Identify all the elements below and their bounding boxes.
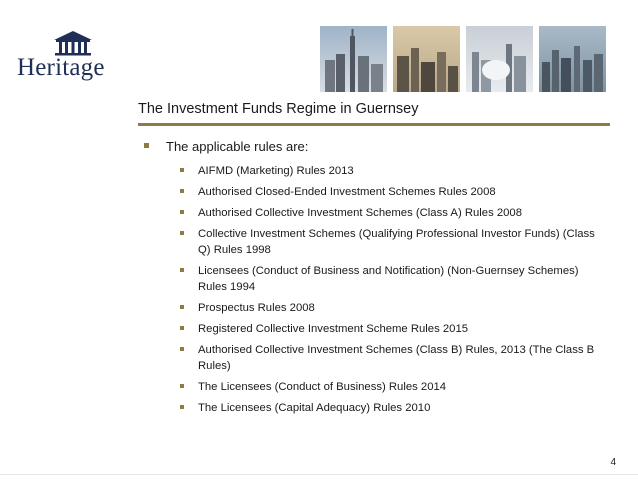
list-item: [179, 342, 609, 374]
list-item: [179, 226, 609, 258]
city-photo-2: [393, 26, 460, 92]
rule-text: The Licensees (Conduct of Business) Rules 2014: [198, 381, 447, 393]
heritage-logo: [17, 30, 129, 86]
rule-text: Registered Collective Investment Scheme Rules 2015: [198, 323, 469, 335]
list-item: [179, 379, 609, 395]
intro-bullet: [150, 139, 308, 154]
logo-text: Heritage: [17, 54, 105, 81]
slide-title: The Investment Funds Regime in Guernsey: [138, 101, 419, 117]
list-item: [179, 163, 609, 179]
footer-divider: [0, 474, 638, 475]
bullet-square-icon: [180, 210, 184, 214]
bullet-square-icon: [180, 189, 184, 193]
rule-text: Authorised Closed-Ended Investment Schemes Rules 2008: [198, 186, 496, 198]
bullet-square-icon: [180, 168, 184, 172]
rule-text: Collective Investment Schemes (Qualifying Professional Investor Funds) (Class Q) Rules 1998: [198, 228, 595, 256]
intro-text: The applicable rules are:: [166, 139, 309, 154]
list-item: [179, 205, 609, 221]
bullet-square-icon: [144, 143, 149, 148]
bullet-square-icon: [180, 326, 184, 330]
rule-text: Licensees (Conduct of Business and Notification) (Non-Guernsey Schemes) Rules 1994: [198, 265, 579, 293]
bullet-square-icon: [180, 231, 184, 235]
rule-text: Prospectus Rules 2008: [198, 302, 315, 314]
city-photo-3: [466, 26, 533, 92]
page-number: 4: [610, 457, 616, 468]
rule-text: AIFMD (Marketing) Rules 2013: [198, 165, 354, 177]
rule-text: Authorised Collective Investment Schemes (Class A) Rules 2008: [198, 207, 522, 219]
bullet-square-icon: [180, 268, 184, 272]
city-photo-4: [539, 26, 606, 92]
list-item: [179, 321, 609, 337]
list-item: [179, 300, 609, 316]
bullet-square-icon: [180, 347, 184, 351]
rules-list: [179, 163, 609, 421]
rule-text: The Licensees (Capital Adequacy) Rules 2010: [198, 402, 431, 414]
bullet-square-icon: [180, 405, 184, 409]
building-icon: [53, 30, 93, 56]
list-item: [179, 263, 609, 295]
list-item: [179, 184, 609, 200]
title-divider: [138, 123, 610, 126]
list-item: [179, 400, 609, 416]
city-photo-1: [320, 26, 387, 92]
rule-text: Authorised Collective Investment Schemes (Class B) Rules, 2013 (The Class B Rules): [198, 344, 595, 372]
city-photo-strip: [320, 26, 605, 92]
bullet-square-icon: [180, 305, 184, 309]
bullet-square-icon: [180, 384, 184, 388]
